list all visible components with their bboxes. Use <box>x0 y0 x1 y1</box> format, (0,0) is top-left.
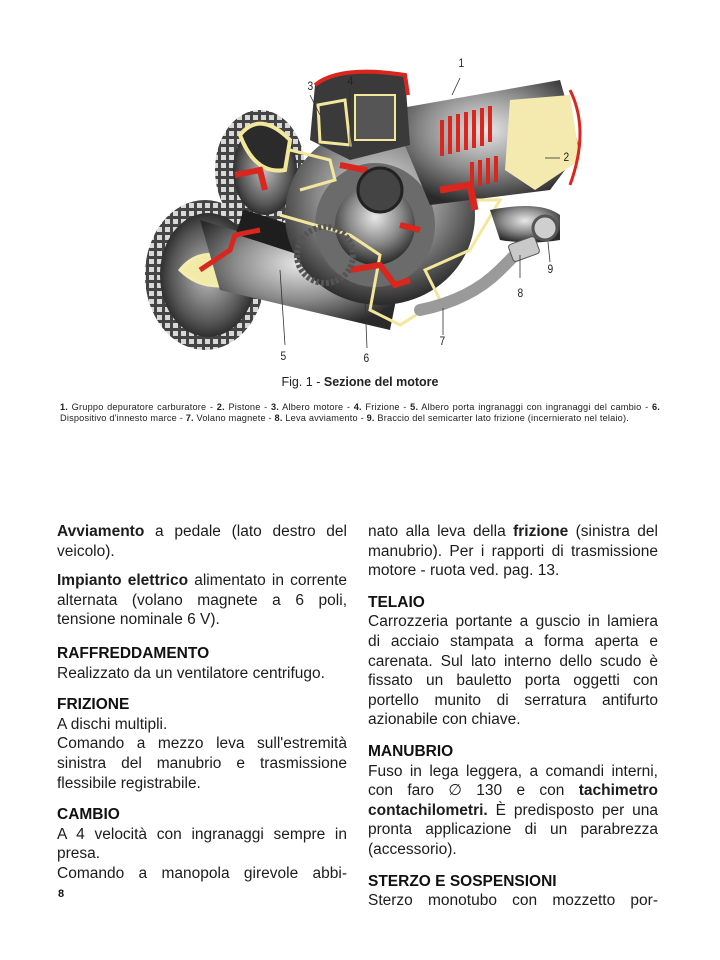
cambio-text-2: Comando a manopola girevole abbi- <box>57 864 347 882</box>
callout-8: 8 <box>517 286 524 300</box>
heading-manubrio: MANUBRIO <box>368 742 454 760</box>
heading-telaio: TELAIO <box>368 593 425 611</box>
raffreddamento-text: Realizzato da un ventilatore centrifugo. <box>57 664 325 682</box>
heading-raffreddamento: RAFFREDDAMENTO <box>57 644 210 662</box>
paragraph-avviamento <box>57 522 347 561</box>
left-text-column <box>57 522 347 884</box>
term-tachimetro: tachimetro contachilometri. <box>368 782 658 819</box>
paragraph-cambio-continued <box>368 522 658 581</box>
callout-7: 7 <box>439 334 446 348</box>
legend-text: Frizione <box>365 402 400 412</box>
term-impianto-elettrico: Impianto elettrico <box>57 572 189 590</box>
legend-text: Braccio del semicarter lato frizione (incernierato nel telaio). <box>377 412 629 423</box>
legend-text: Gruppo depuratore carburatore <box>71 402 207 412</box>
legend-num: 8. <box>274 412 283 423</box>
legend-num: 3. <box>270 402 280 412</box>
legend-text: Volano magnete <box>196 412 266 423</box>
engine-section-drawing <box>140 50 590 370</box>
callout-6: 6 <box>363 351 370 365</box>
cambio-cont-text: nato alla leva della <box>368 523 514 540</box>
callout-3: 3 <box>307 79 314 93</box>
legend-num: 1. <box>60 402 69 412</box>
paragraph-impianto <box>57 571 347 630</box>
figure-caption-title: Sezione del motore <box>323 375 439 389</box>
callout-4: 4 <box>347 74 354 88</box>
telaio-text: Carrozzeria portante a guscio in lamiera di acciaio stampata a forma aperta e carenata. Sul lato interno dello scudo è fissato un bauletto porta oggetti con portello munito di serratura antifurto azionabile con chiave. <box>368 613 658 729</box>
avviamento-text: a pedale (lato destro del veicolo). <box>57 523 347 560</box>
legend-text: Albero motore <box>282 402 344 412</box>
legend-num: 9. <box>366 412 375 423</box>
figure-caption <box>0 375 720 389</box>
term-frizione: frizione <box>513 523 569 540</box>
legend-text: Pistone <box>228 402 261 412</box>
sterzo-text: Sterzo monotubo con mozzetto por- <box>368 892 658 910</box>
legend-num: 6. <box>651 402 660 412</box>
frizione-text-2: Comando a mezzo leva sull'estremità sinistra del manubrio e trasmissione flessibile registrabile. <box>57 735 347 792</box>
impianto-text: alimentato in corrente alternata (volano magnete a 6 poli, tensione nominale 6 V). <box>57 572 348 629</box>
callout-2: 2 <box>563 150 570 164</box>
legend-num: 2. <box>216 402 225 412</box>
engine-cutaway-illustration <box>140 50 590 370</box>
paragraph-manubrio <box>368 762 658 860</box>
heading-frizione: FRIZIONE <box>57 696 130 714</box>
heading-cambio: CAMBIO <box>57 806 120 824</box>
figure-caption-prefix: Fig. 1 - <box>281 375 324 389</box>
manubrio-text: Fuso in lega leggera, a comandi interni, con faro ∅ 130 e con <box>368 762 658 800</box>
figure-legend: 1. Gruppo depuratore carburatore - 2. Pistone - 3. Albero motore - 4. Frizione - 5. Albero porta ingranaggi con ingranaggi del cambio - 6. Dispositivo d'innesto marce - 7. Volano magnete - 8. Leva avviamento - 9. Braccio del semicarter lato frizione (incernierato nel telaio). <box>60 402 660 423</box>
manubrio-text-b: È predisposto per una pronta applicazione di un parabrezza (accessorio). <box>368 801 658 858</box>
legend-num: 4. <box>353 402 362 412</box>
page-number: 8 <box>58 888 65 900</box>
legend-text: Leva avviamento <box>285 412 358 423</box>
legend-num: 7. <box>185 412 194 423</box>
legend-text: Albero porta ingranaggi con ingranaggi del cambio <box>421 402 642 412</box>
cambio-text-1: A 4 velocità con ingranaggi sempre in presa. <box>57 825 347 863</box>
frizione-text-1: A dischi multipli. <box>57 715 168 733</box>
legend-text: Dispositivo d'innesto marce <box>60 412 177 423</box>
term-avviamento: Avviamento <box>57 523 145 540</box>
cambio-cont-text-b: (sinistra del manubrio). Per i rapporti di trasmissione motore - ruota ved. pag. 13. <box>368 523 658 580</box>
heading-sterzo-sospensioni: STERZO E SOSPENSIONI <box>368 872 557 890</box>
right-text-column <box>368 522 658 911</box>
callout-1: 1 <box>458 56 465 70</box>
callout-9: 9 <box>547 262 554 276</box>
legend-num: 5. <box>410 402 419 412</box>
callout-5: 5 <box>280 349 287 363</box>
